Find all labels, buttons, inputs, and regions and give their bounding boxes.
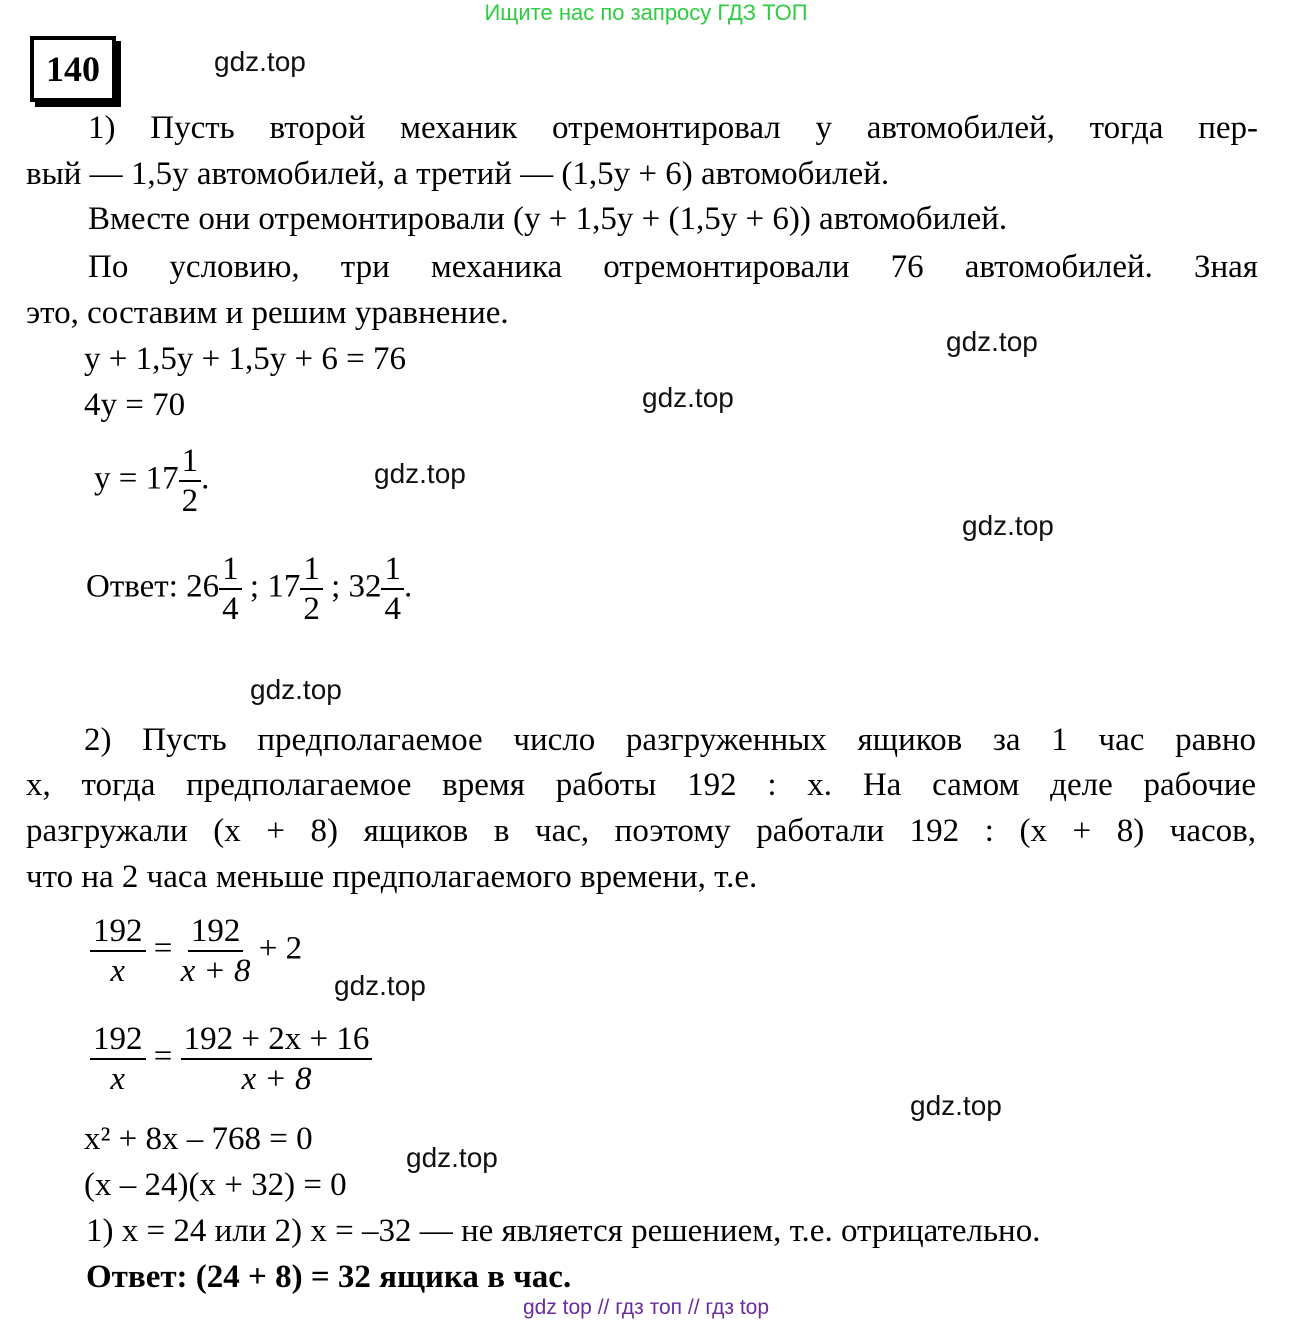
- text-line: 1) Пусть второй механик отремонтировал y автомобилей, тогда пер-: [88, 110, 1258, 146]
- text-line: x, тогда предполагаемое время работы 192 : x. На самом деле рабочие: [26, 767, 1256, 803]
- numerator: 192: [188, 912, 244, 952]
- watermark: gdz.top: [250, 674, 342, 705]
- answer-1: Ответ: 26 $\frac{1}{4}$ ; 17 $\frac{1}{2}$ ; 32 $\frac{1}{4}$ .: [86, 551, 413, 627]
- answer-2: Ответ: (24 + 8) = 32 ящика в час.: [86, 1259, 572, 1295]
- equation-lhs: y = 17: [94, 460, 179, 497]
- equation: x² + 8x – 768 = 0: [84, 1121, 313, 1157]
- whole: 32: [348, 568, 382, 605]
- watermark: gdz.top: [214, 46, 306, 77]
- text-line: По условию, три механика отремонтировали 76 автомобилей. Зная: [88, 249, 1258, 285]
- equation: (x – 24)(x + 32) = 0: [84, 1167, 347, 1203]
- numerator: 1: [381, 550, 404, 590]
- term: + 2: [258, 930, 303, 967]
- fraction: [300, 550, 323, 628]
- denominator: x: [110, 953, 126, 989]
- watermark: gdz.top: [374, 458, 466, 489]
- task-number: 140: [30, 36, 116, 102]
- denominator: x: [110, 1061, 126, 1097]
- watermark: gdz.top: [962, 510, 1054, 541]
- roots: 1) x = 24 или 2) x = –32 — не является решением, т.е. отрицательно.: [86, 1213, 1041, 1249]
- numerator: 1: [300, 550, 323, 590]
- equation: y + 1,5y + 1,5y + 6 = 76: [84, 341, 406, 377]
- fraction: [90, 1020, 146, 1098]
- denominator: x + 8: [180, 953, 251, 989]
- text-line: разгружали (x + 8) ящиков в час, поэтому работали 192 : (x + 8) часов,: [26, 813, 1256, 849]
- denominator: 4: [222, 591, 239, 627]
- fraction: [90, 912, 146, 990]
- fraction: [181, 912, 251, 990]
- answer-label: Ответ:: [86, 568, 178, 605]
- text-line: что на 2 часа меньше предполагаемого времени, т.е.: [26, 859, 758, 895]
- denominator: 2: [181, 483, 199, 519]
- header-banner[interactable]: Ищите нас по запросу ГДЗ ТОП: [484, 0, 808, 25]
- fraction: [179, 442, 202, 520]
- watermark: gdz.top: [406, 1142, 498, 1173]
- whole: 26: [186, 568, 220, 605]
- fraction: [381, 550, 404, 628]
- equation-fractions-1: $\frac{192}{x}$ = $\frac{192}{x + 8}$ + 2: [90, 912, 302, 990]
- watermark: gdz.top: [910, 1090, 1002, 1121]
- fraction: [219, 550, 242, 628]
- fraction: [181, 1020, 373, 1098]
- watermark: gdz.top: [334, 970, 426, 1001]
- numerator: 192: [90, 1020, 146, 1060]
- text-line: вый — 1,5y автомобилей, а третий — (1,5y + 6) автомобилей.: [26, 156, 890, 192]
- equation-fractions-2: $\frac{192}{x}$ = $\frac{192 + 2x + 16}{x + 8}$: [90, 1020, 372, 1098]
- text-line: 2) Пусть предполагаемое число разгруженных ящиков за 1 час равно: [84, 722, 1256, 758]
- watermark: gdz.top: [642, 382, 734, 413]
- text-line: Вместе они отремонтировали (y + 1,5y + (1,5y + 6)) автомобилей.: [88, 201, 1008, 237]
- watermark: gdz.top: [946, 326, 1038, 357]
- denominator: 4: [384, 591, 401, 627]
- equation: 4y = 70: [84, 387, 186, 423]
- whole: 17: [267, 568, 301, 605]
- numerator: 192: [90, 912, 146, 952]
- numerator: 1: [179, 442, 202, 482]
- numerator: 1: [219, 550, 242, 590]
- denominator: x + 8: [241, 1061, 312, 1097]
- footer-banner[interactable]: gdz top // гдз топ // гдз top: [522, 1296, 770, 1319]
- numerator: 192 + 2x + 16: [181, 1020, 373, 1060]
- denominator: 2: [303, 591, 320, 627]
- equation-solution: y = 17 $\frac{1}{2}$ .: [94, 443, 210, 519]
- text-line: это, составим и решим уравнение.: [26, 295, 509, 331]
